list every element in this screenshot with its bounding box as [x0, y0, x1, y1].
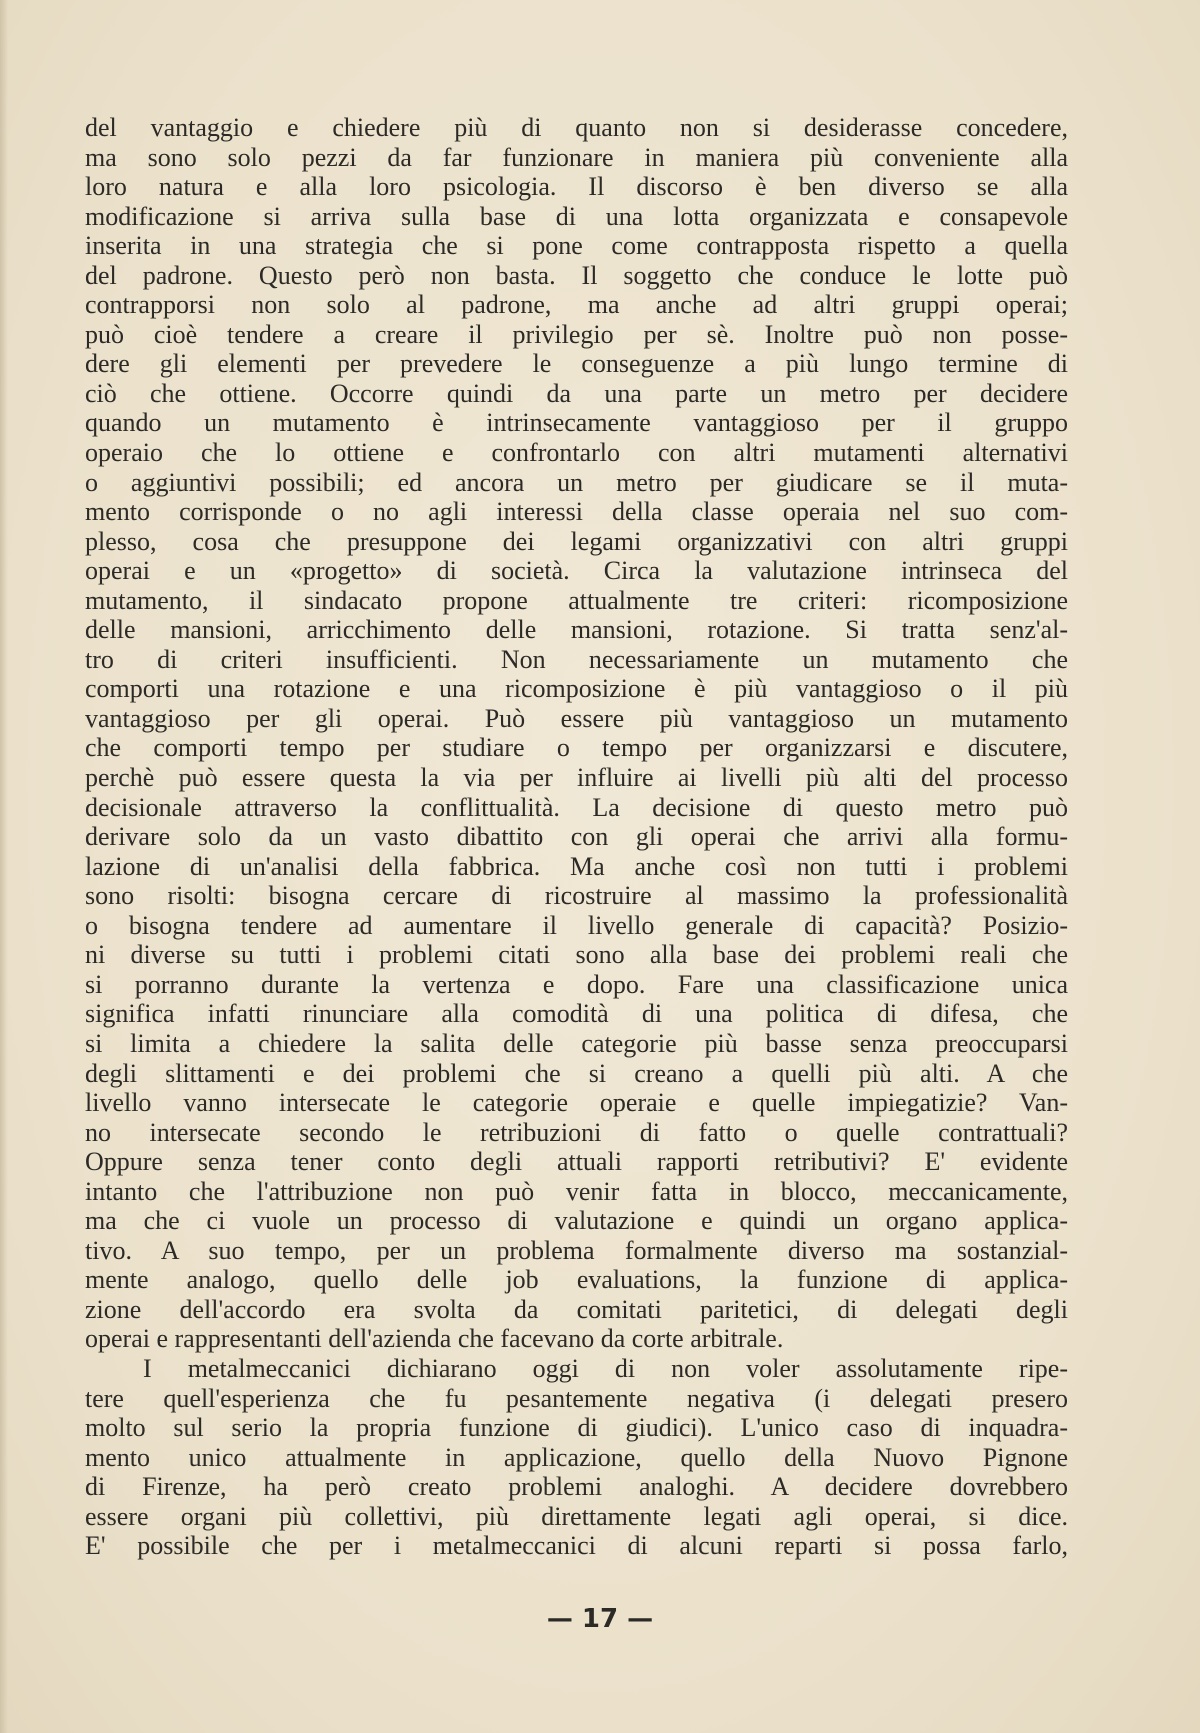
text-line: E' possibile che per i metalmeccanici di alcuni reparti si possa farlo,: [85, 1531, 1068, 1561]
text-line: comporti una rotazione e una ricomposizione è più vantaggioso o il più: [85, 674, 1068, 704]
text-line: loro natura e alla loro psicologia. Il discorso è ben diverso se alla: [85, 172, 1068, 202]
text-line: tro di criteri insufficienti. Non necessariamente un mutamento che: [85, 644, 1068, 674]
page-edge-shadow: [0, 0, 8, 1733]
text-line: delle mansioni, arricchimento delle mansioni, rotazione. Si tratta senz'al-: [85, 615, 1068, 645]
text-line: modificazione si arriva sulla base di una lotta organizzata e consapevole: [85, 201, 1068, 231]
text-line: di Firenze, ha però creato problemi analoghi. A decidere dovrebbero: [85, 1472, 1068, 1502]
text-line: ni diverse su tutti i problemi citati sono alla base dei problemi reali che: [85, 940, 1068, 970]
text-line: del padrone. Questo però non basta. Il soggetto che conduce le lotte può: [85, 260, 1068, 290]
text-line: del vantaggio e chiedere più di quanto non si desiderasse concedere,: [85, 113, 1068, 142]
text-line: mutamento, il sindacato propone attualmente tre criteri: ricomposizione: [85, 585, 1068, 615]
text-line: operai e rappresentanti dell'azienda che facevano da corte arbitrale.: [85, 1324, 784, 1354]
text-line: quando un mutamento è intrinsecamente vantaggioso per il gruppo: [85, 408, 1068, 438]
text-line: perchè può essere questa la via per influire ai livelli più alti del processo: [85, 763, 1068, 793]
text-line: tivo. A suo tempo, per un problema formalmente diverso ma sostanzial-: [85, 1235, 1068, 1265]
text-line: intanto che l'attribuzione non può venir fatta in blocco, meccanicamente,: [85, 1176, 1068, 1206]
text-line: che comporti tempo per studiare o tempo per organizzarsi e discutere,: [85, 733, 1068, 763]
text-line: zione dell'accordo era svolta da comitati paritetici, di delegati degli: [85, 1294, 1068, 1324]
text-line: I metalmeccanici dichiarano oggi di non voler assolutamente ripe-: [143, 1353, 1068, 1383]
text-line: essere organi più collettivi, più direttamente legati agli operai, si dice.: [85, 1501, 1068, 1531]
text-line: Oppure senza tener conto degli attuali rapporti retributivi? E' evidente: [85, 1147, 1068, 1177]
text-line: tere quell'esperienza che fu pesantemente negativa (i delegati presero: [85, 1383, 1068, 1413]
text-line: mento corrisponde o no agli interessi della classe operaia nel suo com-: [85, 497, 1068, 527]
text-line: decisionale attraverso la conflittualità. La decisione di questo metro può: [85, 792, 1068, 822]
text-line: contrapporsi non solo al padrone, ma anche ad altri gruppi operai;: [85, 290, 1068, 320]
text-line: inserita in una strategia che si pone come contrapposta rispetto a quella: [85, 231, 1068, 261]
text-line: livello vanno intersecate le categorie operaie e quelle impiegatizie? Van-: [85, 1088, 1068, 1118]
text-line: derivare solo da un vasto dibattito con gli operai che arrivi alla formu-: [85, 822, 1068, 852]
text-line: ma che ci vuole un processo di valutazione e quindi un organo applica-: [85, 1206, 1068, 1236]
paragraph-1: [85, 113, 1068, 1354]
page-number: — 17 —: [546, 1604, 654, 1634]
text-line: ciò che ottiene. Occorre quindi da una parte un metro per decidere: [85, 378, 1068, 408]
text-line: o aggiuntivi possibili; ed ancora un metro per giudicare se il muta-: [85, 467, 1068, 497]
text-line: mento unico attualmente in applicazione, quello della Nuovo Pignone: [85, 1442, 1068, 1472]
text-line: vantaggioso per gli operai. Può essere più vantaggioso un mutamento: [85, 703, 1068, 733]
text-line: operai e un «progetto» di società. Circa la valutazione intrinseca del: [85, 556, 1068, 586]
text-line: molto sul serio la propria funzione di giudici). L'unico caso di inquadra-: [85, 1413, 1068, 1443]
text-line: operaio che lo ottiene e confrontarlo con altri mutamenti alternativi: [85, 438, 1068, 468]
paragraph-2: [85, 1354, 1068, 1561]
text-line: degli slittamenti e dei problemi che si creano a quelli più alti. A che: [85, 1058, 1068, 1088]
text-line: si limita a chiedere la salita delle categorie più basse senza preoccuparsi: [85, 1028, 1068, 1058]
text-line: sono risolti: bisogna cercare di ricostruire al massimo la professionalità: [85, 881, 1068, 911]
text-line: lazione di un'analisi della fabbrica. Ma anche così non tutti i problemi: [85, 851, 1068, 881]
text-line: ma sono solo pezzi da far funzionare in maniera più conveniente alla: [85, 142, 1068, 172]
text-line: dere gli elementi per prevedere le conseguenze a più lungo termine di: [85, 349, 1068, 379]
text-line: plesso, cosa che presuppone dei legami organizzativi con altri gruppi: [85, 526, 1068, 556]
body-text: [85, 113, 1068, 1561]
text-line: può cioè tendere a creare il privilegio per sè. Inoltre può non posse-: [85, 319, 1068, 349]
text-line: mente analogo, quello delle job evaluations, la funzione di applica-: [85, 1265, 1068, 1295]
text-line: o bisogna tendere ad aumentare il livello generale di capacità? Posizio-: [85, 910, 1068, 940]
text-line: no intersecate secondo le retribuzioni di fatto o quelle contrattuali?: [85, 1117, 1068, 1147]
text-line: significa infatti rinunciare alla comodità di una politica di difesa, che: [85, 999, 1068, 1029]
text-line: si porranno durante la vertenza e dopo. Fare una classificazione unica: [85, 969, 1068, 999]
